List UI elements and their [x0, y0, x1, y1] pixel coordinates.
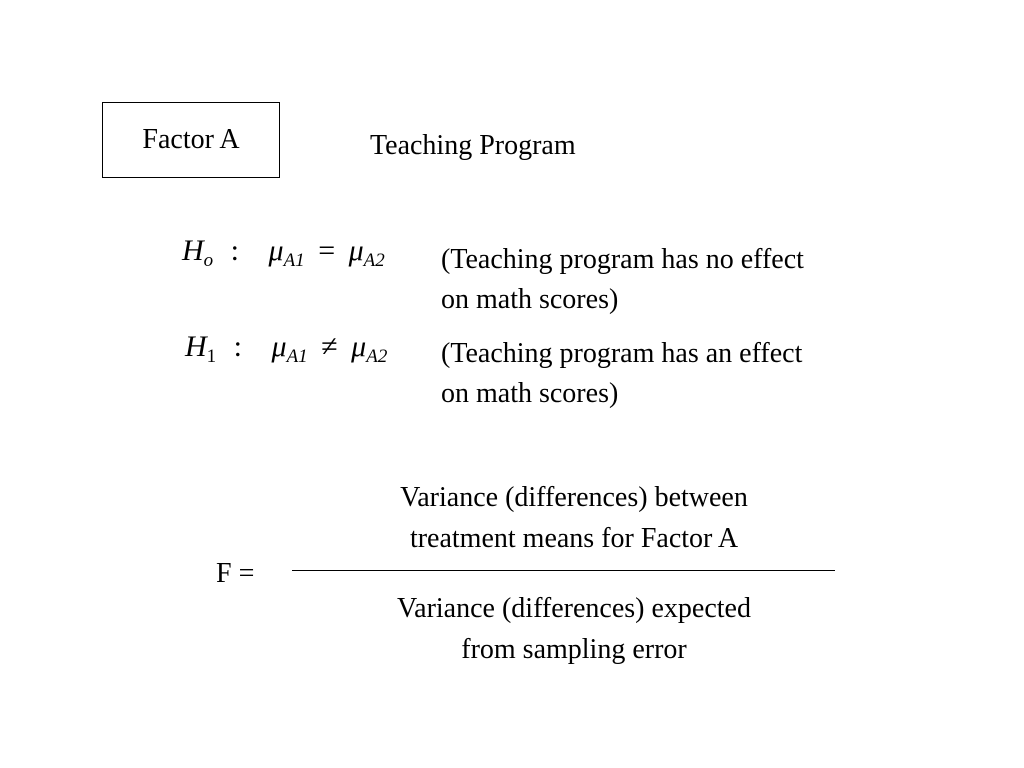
alt-mu-left: μ	[271, 330, 287, 363]
fraction-bar	[292, 570, 835, 571]
factor-a-box	[102, 102, 280, 178]
null-h-subscript: o	[203, 250, 214, 271]
null-description-line-1: (Teaching program has no effect	[441, 244, 804, 275]
alt-h-subscript: 1	[206, 346, 217, 367]
factor-name: Teaching Program	[370, 130, 576, 161]
denominator-line-2: from sampling error	[461, 634, 687, 665]
alt-description-line-1: (Teaching program has an effect	[441, 338, 803, 369]
denominator-line-1: Variance (differences) expected	[397, 593, 751, 624]
null-mu-left: μ	[268, 234, 284, 267]
alt-colon: :	[233, 330, 243, 363]
alt-mu-right-subscript: A2	[366, 346, 388, 367]
null-mu-right: μ	[348, 234, 364, 267]
null-hypothesis-description	[441, 240, 911, 320]
f-equals-label: F =	[216, 558, 255, 589]
f-ratio-numerator	[290, 477, 858, 559]
alternative-hypothesis-description	[441, 334, 911, 414]
alt-mu-right: μ	[351, 330, 367, 363]
factor-a-label: Factor A	[142, 124, 240, 155]
alt-h-symbol: H	[185, 330, 207, 363]
null-description-line-2: on math scores)	[441, 284, 619, 315]
numerator-line-1: Variance (differences) between	[400, 482, 748, 513]
null-h-symbol: H	[182, 234, 204, 267]
null-mu-right-subscript: A2	[363, 250, 385, 271]
alt-mu-left-subscript: A1	[286, 346, 308, 367]
alt-description-line-2: on math scores)	[441, 378, 619, 409]
null-mu-left-subscript: A1	[283, 250, 305, 271]
null-colon: :	[230, 234, 240, 267]
null-hypothesis-formula	[182, 233, 385, 269]
numerator-line-2: treatment means for Factor A	[409, 523, 739, 554]
f-ratio-denominator	[290, 588, 858, 670]
alt-operator: ≠	[321, 330, 338, 363]
null-operator: =	[318, 234, 336, 267]
alternative-hypothesis-formula	[185, 329, 387, 365]
